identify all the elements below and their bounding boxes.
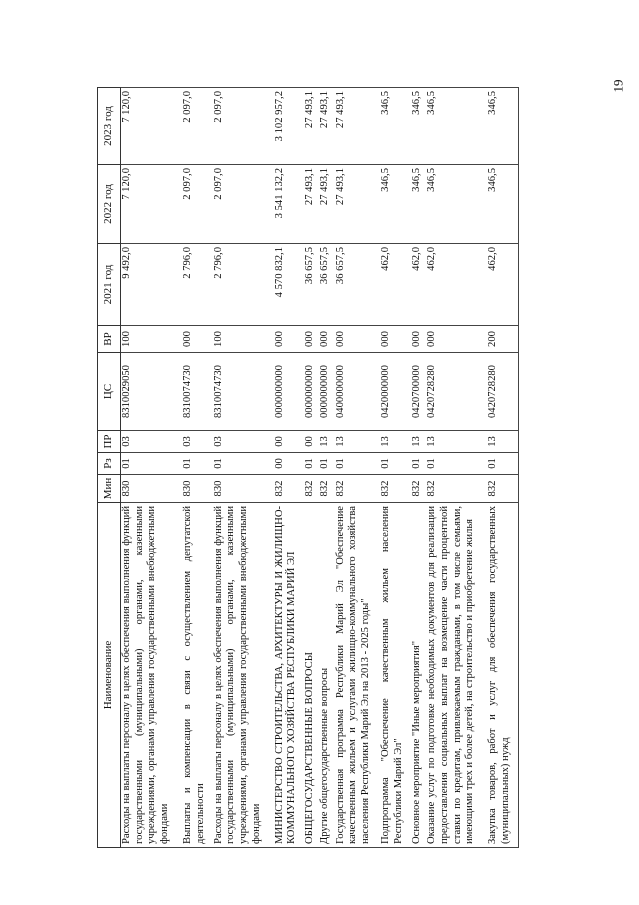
cell-y2023: 27 493,1 bbox=[319, 88, 334, 165]
cell-rz: 00 bbox=[274, 453, 305, 475]
cell-cs: 0420728280 bbox=[487, 353, 518, 431]
cell-rz: 01 bbox=[319, 453, 334, 475]
cell-vr: 000 bbox=[319, 326, 334, 353]
cell-y2022: 346,5 bbox=[411, 165, 426, 244]
cell-vr: 000 bbox=[335, 326, 381, 353]
table-header bbox=[98, 88, 121, 848]
cell-rz: 01 bbox=[182, 453, 213, 475]
page-number: 19 bbox=[610, 79, 626, 93]
cell-min: 832 bbox=[274, 475, 305, 503]
cell-y2021: 4 570 832,1 bbox=[274, 244, 305, 326]
cell-min: 832 bbox=[411, 475, 426, 503]
cell-cs: 0420000000 bbox=[380, 353, 411, 431]
cell-y2021: 2 796,0 bbox=[182, 244, 213, 326]
header-min: Мин bbox=[98, 475, 121, 503]
cell-y2021: 36 657,5 bbox=[304, 244, 319, 326]
table-row bbox=[182, 88, 213, 848]
cell-rz: 01 bbox=[411, 453, 426, 475]
cell-min: 830 bbox=[182, 475, 213, 503]
cell-y2022: 7 120,0 bbox=[121, 165, 183, 244]
cell-vr: 100 bbox=[121, 326, 183, 353]
cell-cs: 0000000000 bbox=[304, 353, 319, 431]
cell-name: Закупка товаров, работ и услуг для обеспечения государственных (муниципальных) нужд bbox=[487, 503, 518, 848]
header-name: Наименование bbox=[98, 503, 121, 848]
cell-name: Оказание услуг по подготовке необходимых документов для реализации предоставления социальных выплат на возмещение части процентной ставки по кредитам, привлекаемым гражданами, в том числе семьями, имеющими трех и более детей, на строительство и приобретение жилья bbox=[426, 503, 487, 848]
cell-min: 832 bbox=[487, 475, 518, 503]
cell-vr: 000 bbox=[304, 326, 319, 353]
cell-pr: 13 bbox=[487, 431, 518, 453]
cell-rz: 01 bbox=[213, 453, 274, 475]
table-row bbox=[335, 88, 381, 848]
cell-rz: 01 bbox=[380, 453, 411, 475]
cell-pr: 13 bbox=[380, 431, 411, 453]
cell-y2022: 27 493,1 bbox=[304, 165, 319, 244]
cell-rz: 01 bbox=[426, 453, 487, 475]
header-rz: Рз bbox=[98, 453, 121, 475]
header-2021: 2021 год bbox=[98, 244, 121, 326]
cell-y2023: 346,5 bbox=[380, 88, 411, 165]
header-pr: ПР bbox=[98, 431, 121, 453]
cell-vr: 000 bbox=[411, 326, 426, 353]
cell-rz: 01 bbox=[304, 453, 319, 475]
cell-name: Расходы на выплаты персоналу в целях обеспечения выполнения функций государственными (муниципальными) органами, казенными учреждениями, органами управления государственными внебюджетными фондами bbox=[213, 503, 274, 848]
table-row bbox=[121, 88, 183, 848]
cell-y2021: 36 657,5 bbox=[319, 244, 334, 326]
cell-name: Основное мероприятие "Иные мероприятия" bbox=[411, 503, 426, 848]
cell-pr: 00 bbox=[274, 431, 305, 453]
cell-cs: 8310029050 bbox=[121, 353, 183, 431]
cell-y2023: 27 493,1 bbox=[304, 88, 319, 165]
cell-pr: 03 bbox=[121, 431, 183, 453]
cell-min: 832 bbox=[335, 475, 381, 503]
cell-pr: 03 bbox=[213, 431, 274, 453]
cell-y2022: 3 541 132,2 bbox=[274, 165, 305, 244]
cell-pr: 13 bbox=[319, 431, 334, 453]
cell-y2021: 462,0 bbox=[426, 244, 487, 326]
cell-min: 832 bbox=[319, 475, 334, 503]
cell-vr: 000 bbox=[274, 326, 305, 353]
cell-vr: 100 bbox=[213, 326, 274, 353]
cell-y2023: 3 102 957,2 bbox=[274, 88, 305, 165]
cell-y2021: 462,0 bbox=[487, 244, 518, 326]
cell-min: 830 bbox=[213, 475, 274, 503]
cell-vr: 200 bbox=[487, 326, 518, 353]
cell-name: Расходы на выплаты персоналу в целях обеспечения выполнения функций государственными (муниципальными) органами, казенными учреждениями, органами управления государственными внебюджетными фондами bbox=[121, 503, 183, 848]
cell-rz: 01 bbox=[487, 453, 518, 475]
cell-vr: 000 bbox=[426, 326, 487, 353]
cell-y2022: 346,5 bbox=[426, 165, 487, 244]
cell-y2023: 7 120,0 bbox=[121, 88, 183, 165]
budget-table bbox=[97, 87, 519, 848]
cell-name: Другие общегосударственные вопросы bbox=[319, 503, 334, 848]
cell-cs: 0000000000 bbox=[319, 353, 334, 431]
table-row bbox=[213, 88, 274, 848]
table-row bbox=[426, 88, 487, 848]
cell-cs: 0400000000 bbox=[335, 353, 381, 431]
cell-cs: 8310074730 bbox=[213, 353, 274, 431]
cell-y2021: 36 657,5 bbox=[335, 244, 381, 326]
cell-name: ОБЩЕГОСУДАРСТВЕННЫЕ ВОПРОСЫ bbox=[304, 503, 319, 848]
cell-rz: 01 bbox=[121, 453, 183, 475]
cell-y2021: 462,0 bbox=[411, 244, 426, 326]
cell-y2022: 2 097,0 bbox=[213, 165, 274, 244]
cell-y2022: 346,5 bbox=[380, 165, 411, 244]
header-2022: 2022 год bbox=[98, 165, 121, 244]
cell-y2021: 2 796,0 bbox=[213, 244, 274, 326]
cell-pr: 03 bbox=[182, 431, 213, 453]
cell-pr: 13 bbox=[411, 431, 426, 453]
cell-min: 830 bbox=[121, 475, 183, 503]
cell-vr: 000 bbox=[182, 326, 213, 353]
table-row bbox=[304, 88, 319, 848]
table-body bbox=[121, 88, 519, 848]
cell-y2023: 346,5 bbox=[411, 88, 426, 165]
cell-y2021: 9 492,0 bbox=[121, 244, 183, 326]
cell-y2023: 2 097,0 bbox=[213, 88, 274, 165]
cell-name: МИНИСТЕРСТВО СТРОИТЕЛЬСТВА, АРХИТЕКТУРЫ И ЖИЛИЩНО-КОММУНАЛЬНОГО ХОЗЯЙСТВА РЕСПУБЛИКИ МАРИЙ ЭЛ bbox=[274, 503, 305, 848]
cell-y2022: 27 493,1 bbox=[335, 165, 381, 244]
cell-y2023: 27 493,1 bbox=[335, 88, 381, 165]
cell-cs: 8310074730 bbox=[182, 353, 213, 431]
table-row bbox=[411, 88, 426, 848]
cell-min: 832 bbox=[304, 475, 319, 503]
rotated-page-content bbox=[97, 88, 519, 848]
cell-name: Выплаты и компенсации в связи с осуществлением депутатской деятельности bbox=[182, 503, 213, 848]
cell-y2023: 346,5 bbox=[487, 88, 518, 165]
cell-pr: 00 bbox=[304, 431, 319, 453]
cell-pr: 13 bbox=[335, 431, 381, 453]
cell-min: 832 bbox=[426, 475, 487, 503]
cell-y2022: 27 493,1 bbox=[319, 165, 334, 244]
cell-vr: 000 bbox=[380, 326, 411, 353]
table-row bbox=[380, 88, 411, 848]
table-row bbox=[274, 88, 305, 848]
cell-pr: 13 bbox=[426, 431, 487, 453]
cell-y2023: 346,5 bbox=[426, 88, 487, 165]
table-row bbox=[487, 88, 518, 848]
cell-name: Подпрограмма "Обеспечение качественным жильем населения Республики Марий Эл" bbox=[380, 503, 411, 848]
cell-name: Государственная программа Республики Марий Эл "Обеспечение качественным жильем и услугами жилищно-коммунального хозяйства населения Республики Марий Эл на 2013 - 2025 годы" bbox=[335, 503, 381, 848]
table-row bbox=[319, 88, 334, 848]
cell-cs: 0000000000 bbox=[274, 353, 305, 431]
cell-y2022: 2 097,0 bbox=[182, 165, 213, 244]
cell-y2022: 346,5 bbox=[487, 165, 518, 244]
cell-cs: 0420728280 bbox=[426, 353, 487, 431]
cell-rz: 01 bbox=[335, 453, 381, 475]
cell-y2021: 462,0 bbox=[380, 244, 411, 326]
header-cs: ЦС bbox=[98, 353, 121, 431]
header-vr: ВР bbox=[98, 326, 121, 353]
cell-y2023: 2 097,0 bbox=[182, 88, 213, 165]
header-2023: 2023 год bbox=[98, 88, 121, 165]
cell-min: 832 bbox=[380, 475, 411, 503]
cell-cs: 0420700000 bbox=[411, 353, 426, 431]
